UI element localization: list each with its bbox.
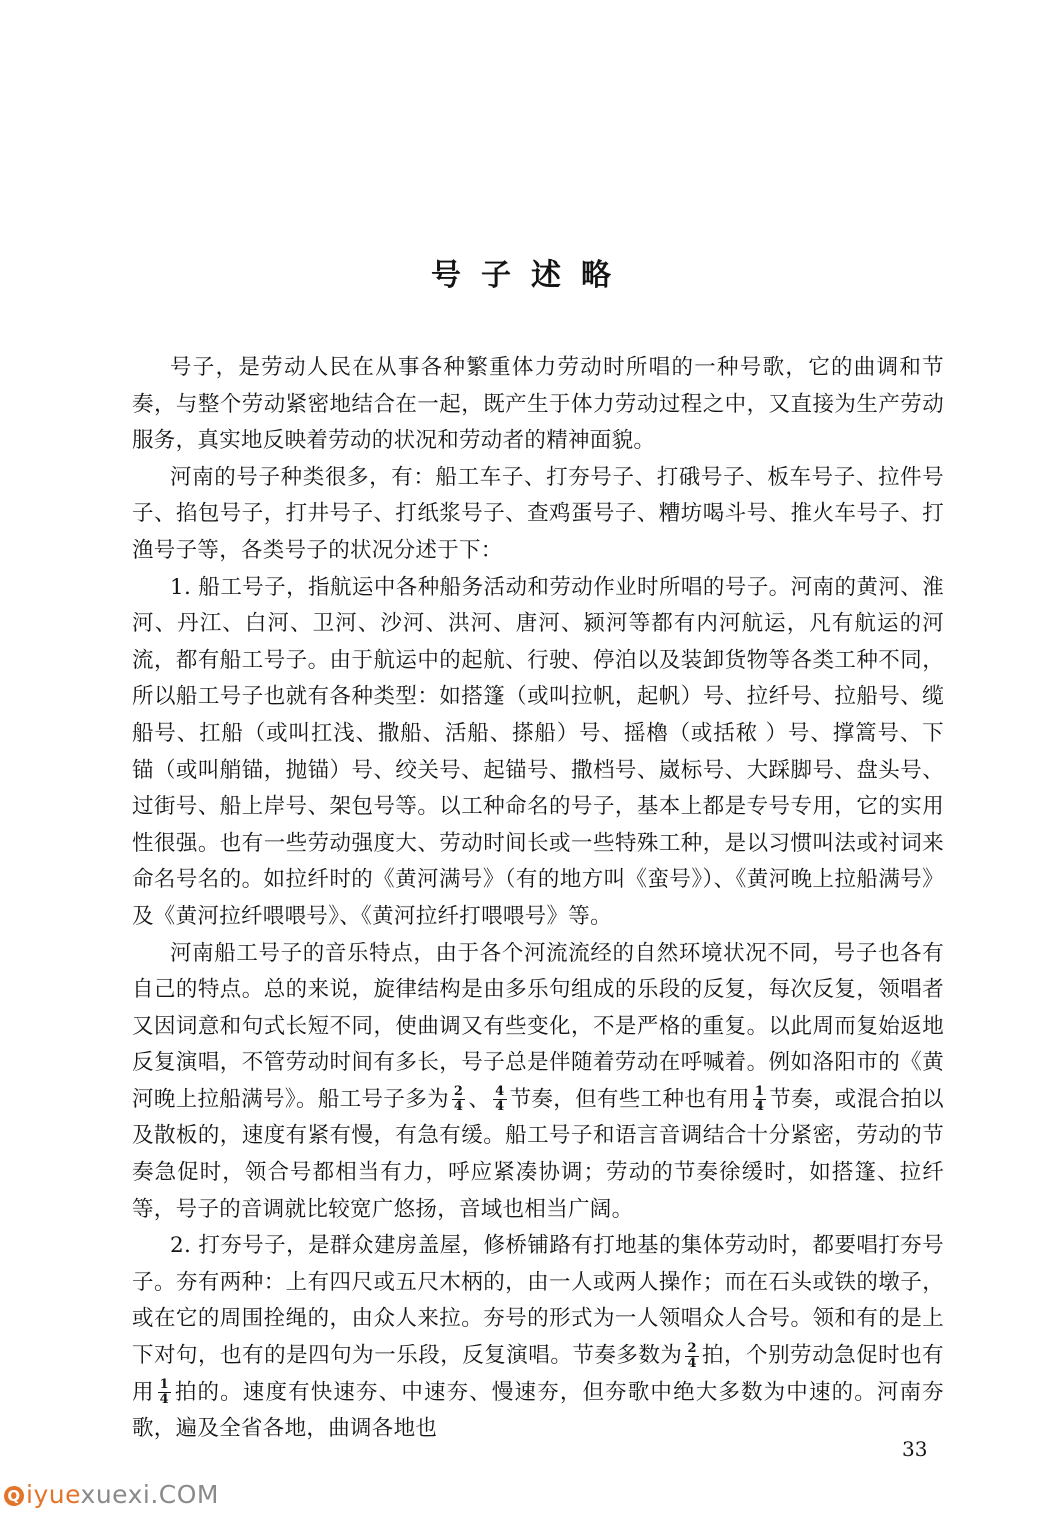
paragraph-5-text-b: 拍，个别劳动急促时也有用: [132, 1343, 944, 1405]
fraction-numerator: 2: [687, 1340, 697, 1356]
fraction-denominator: 4: [495, 1099, 505, 1115]
fraction-denominator: 4: [687, 1355, 697, 1371]
watermark-domain: xuexi.COM: [80, 1480, 220, 1509]
fraction-numerator: 1: [754, 1084, 765, 1100]
fraction-denominator: 4: [159, 1392, 170, 1408]
logo-icon: Q: [4, 1486, 24, 1506]
site-watermark[interactable]: [4, 1480, 219, 1509]
fraction-numerator: 4: [495, 1084, 505, 1100]
paragraph-4-text-d: 节奏，或混合拍以及散板的，速度有紧有慢，有急有缓。船工号子和语言音调结合十分紧密，劳动的节奏急促时，领合号都相当有力，呼应紧凑协调；劳动的节奏徐缓时，如搭篷、拉纤等，号子的音调就比较宽广悠扬，音域也相当广阔。: [132, 1086, 944, 1222]
article-body: [132, 350, 944, 1448]
fraction-2-4: [685, 1342, 698, 1371]
paragraph-5-text-c: 拍的。速度有快速夯、中速夯、慢速夯，但夯歌中绝大多数为中速的。河南夯歌，遍及全省各地，曲调各地也: [132, 1379, 944, 1442]
fraction-numerator: 2: [453, 1084, 464, 1100]
paragraph-4-text-a: 河南船工号子的音乐特点，由于各个河流流经的自然环境状况不同，号子也各有自己的特点。总的来说，旋律结构是由多乐句组成的乐段的反复，每次反复，领唱者又因词意和句式长短不同，使曲调又有些变化，不是严格的重复。以此周而复始返地反复演唱，不管劳动时间有多长，号子总是伴随着劳动在呼喊着。例如洛阳市的《黄河晚上拉船满号》。船工号子多为: [132, 940, 944, 1112]
fraction-numerator: 1: [159, 1377, 170, 1393]
paragraph-5: [132, 1228, 944, 1448]
fraction-2-4: [452, 1085, 465, 1114]
paragraph-2: 河南的号子种类很多，有：船工车子、打夯号子、打硪号子、板车号子、拉件号子、掐包号子，打井号子、打纸浆号子、查鸡蛋号子、糟坊喝斗号、推火车号子、打渔号子等，各类号子的状况分述于下：: [132, 464, 944, 563]
fraction-1-4: [158, 1378, 171, 1407]
page-number: 33: [902, 1437, 928, 1461]
paragraph-4-text-b: 、: [468, 1086, 491, 1112]
page-title: 号子述略: [431, 258, 631, 293]
watermark-brand: iyue: [26, 1480, 81, 1509]
paragraph-4-text-c: 节奏，但有些工种也有用: [509, 1086, 750, 1112]
paragraph-1: 号子，是劳动人民在从事各种繁重体力劳动时所唱的一种号歌，它的曲调和节奏，与整个劳动紧密地结合在一起，既产生于体力劳动过程之中，又直接为生产劳动服务，真实地反映着劳动的状况和劳动者的精神面貌。: [132, 355, 944, 454]
paragraph-5-text-a: 2. 打夯号子，是群众建房盖屋，修桥铺路有打地基的集体劳动时，都要唱打夯号子。夯有两种：上有四尺或五尺木柄的，由一人或两人操作；而在石头或铁的墩子，或在它的周围拴绳的，由众人来拉。夯号的形式为一人领唱众人合号。领和有的是上下对句，也有的是四句为一乐段，反复演唱。节奏多数为: [132, 1233, 944, 1369]
fraction-denominator: 4: [453, 1099, 464, 1115]
paragraph-4: [132, 936, 944, 1229]
fraction-denominator: 4: [754, 1099, 765, 1115]
paragraph-3: 1. 船工号子，指航运中各种船务活动和劳动作业时所唱的号子。河南的黄河、淮河、丹江、白河、卫河、沙河、洪河、唐河、颍河等都有内河航运，凡有航运的河流，都有船工号子。由于航运中的起航、行驶、停泊以及装卸货物等各类工种不同，所以船工号子也就有各种类型：如搭篷（或叫拉帆，起帆）号、拉纤号、拉船号、缆船号、扛船（或叫扛浅、撒船、活船、搽船）号、摇櫓（或括秾 ）号、撑篙号、下锚（或叫艄锚，抛锚）号、绞关号、起锚号、撒档号、崴标号、大踩脚号、盘头号、过街号、船上岸号、架包号等。以工种命名的号子，基本上都是专号专用，它的实用性很强。也有一些劳动强度大、劳动时间长或一些特殊工种，是以习惯叫法或衬词来命名号名的。如拉纤时的《黄河满号》（有的地方叫《蛮号》）、《黄河晚上拉船满号》及《黄河拉纤喂喂号》、《黄河拉纤打喂喂号》等。: [132, 574, 944, 929]
fraction-1-4: [753, 1085, 766, 1114]
fraction-4-4: [493, 1085, 506, 1114]
